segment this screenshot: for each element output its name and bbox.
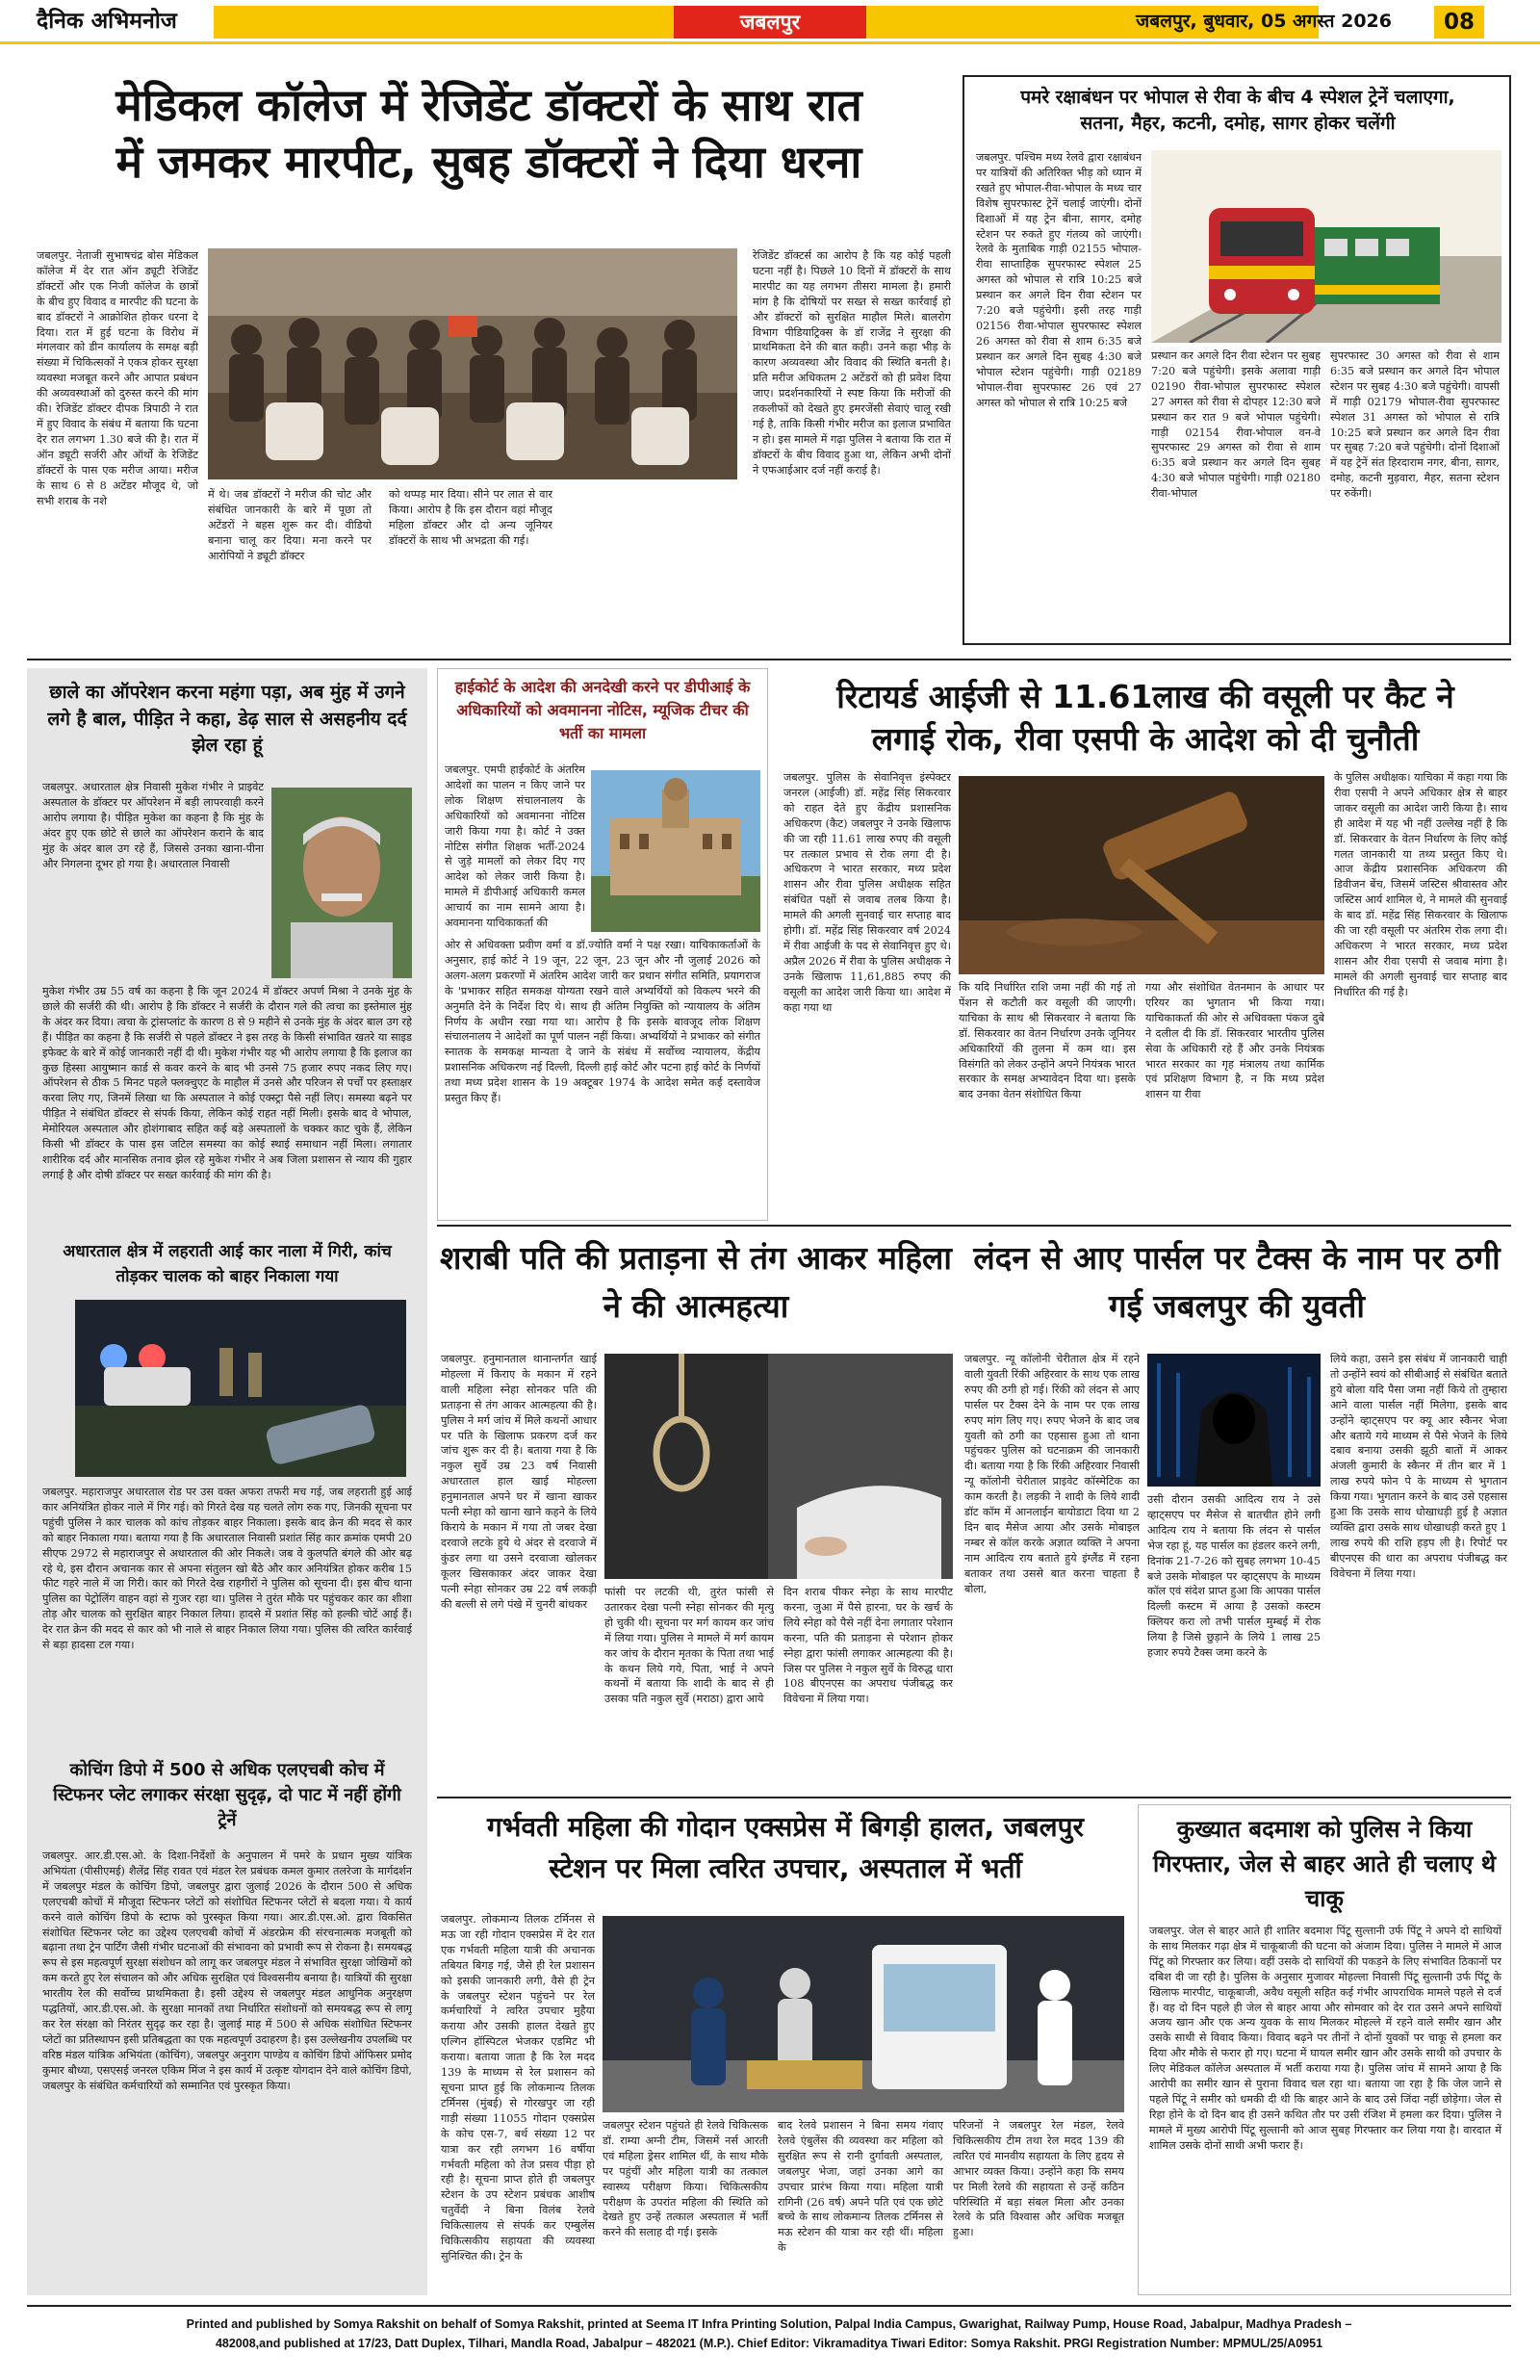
suicide-text2: फांसी पर लटकी थी, तुरंत फांसी से उतारकर देखा पत्नी स्नेहा सोनकर की मृत्यु हो चुकी थी। सूचना पर मर्ग कायम कर जांच में लिया गया। पुलिस ने मामले में मर्ग कायम कर जांच के दौरान मृतका के पिता तथा भाई के कथन लिये गये, पिता, भाई ने अपने कथनों में बताया कि शादी के बाद से ही उसका पति नकुल सुर्वे (मराठा) द्वारा आये [604, 1586, 774, 1706]
suicide-photo-noose [604, 1354, 953, 1579]
trains-col1: जबलपुर. पश्चिम मध्य रेलवे द्वारा रक्षाबंधन पर यात्रियों की अतिरिक्त भीड़ को ध्यान में रखते हुए भोपाल-रीवा-भोपाल के मध्य चार विशेष सुपरफास्ट ट्रेनें चलाई जाएंगी। दोनों दिशाओं में यह ट्रेन बीना, सागर, दमोह स्टेशन पर रुकते हुए गंतव्य को जाएंगी। रेलवे के मुताबिक गाड़ी 02155 भोपाल-रीवा साप्ताहिक सुपरफास्ट स्पेशल 25 अगस्त को भोपाल से रात्रि 10:25 बजे प्रस्थान कर अगले दिन रीवा स्टेशन पर 7:20 बजे पहुंचेगी। इसी तरह गाड़ी 02156 रीवा-भोपाल सुपरफास्ट स्पेशल 26 अगस्त को रीवा से शाम 6:35 बजे प्रस्थान कर अगले दिन सुबह 4:30 बजे भोपाल स्टेशन पहुंचेगी। गाड़ी 02189 भोपाल-रीवा सुपरफास्ट 26 एवं 27 अगस्त को भोपाल से रात्रि 10:25 बजे [976, 151, 1142, 409]
london-text2: उसी दौरान उसकी आदित्य राय ने उसे व्हाट्सएप पर मैसेज से बातचीत होने लगी आदित्य राय ने बताया कि लंदन से पार्सल भेज रहा हूं, यह पार्सल का हंडलर करने लगी, दिनांक 21-7-26 को सुबह लगभग 10-45 बजे उसके मोबाइल पर व्हाट्सएप के माध्यम कॉल एवं संदेश प्राप्त हुआ कि आपका पार्सल दिल्ली कस्टम में आया है उसको कस्टम क्लियर करा लो तभी पार्सल मुम्बई में रोक लिया है जिसे छुड़ाने के लिये 1 लाख 25 हजार रुपये टैक्स जमा करने के [1147, 1493, 1321, 1660]
imprint-line2: 482008,and published at 17/23, Datt Duplex, Tilhari, Mandla Road, Jabalpur – 482021 (M.P.). Chief Editor: Vikramaditya Tiwari Editor: Somya Rakshit. PRGI Registration Number: MPMUL/25/A0951 [215, 2337, 1323, 2350]
godan-headline-line1: गर्भवती महिला की गोदान एक्सप्रेस में बिगड़ी हालत, जबलपुर [487, 1811, 1084, 1843]
ig-col1: जबलपुर. पुलिस के सेवानिवृत्त इंस्पेक्टर जनरल (आईजी) डॉ. महेंद्र सिंह सिकरवार को राहत देते हुए केंद्रीय प्रशासनिक अधिकरण (कैट) जबलपुर ने उनके खिलाफ की जा रही 11.61 लाख रुपए की वसूली पर तत्काल प्रभाव से रोक लगा दी है। अधिकरण ने भारत सरकार, मध्य प्रदेश शासन और रीवा पुलिस अधीक्षक सहित संबंधित पक्षों से जवाब तलब किया है। मामले की अगली सुनवाई चार सप्ताह बाद होगी। डॉ. महेंद्र सिंह सिकरवार वर्ष 2024 में रीवा आईजी के पद से सेवानिवृत्त हुए थे। अप्रैल 2026 में रीवा के पुलिस अधीक्षक ने उनके खिलाफ 11,61,885 रुपए की वसूली का आदेश जारी किया था। आदेश में कहा गया था [783, 771, 951, 1014]
lead-headline [27, 77, 951, 191]
hc-photo-highcourt [591, 770, 760, 932]
ig-headline-line1: रिटायर्ड आईजी से 11.61लाख की वसूली पर कैट ने [836, 678, 1454, 715]
imprint-line1: Printed and published by Somya Rakshit on behalf of Somya Rakshit, printed at Seema IT Infra Printing Solution, Palpal India Campus, Gwarighat, Railway Pump, House Road, Jabalpur, Madhya Pradesh – [186, 2317, 1352, 2331]
masthead [0, 0, 1540, 44]
drain-headline: अधारताल क्षेत्र में लहराती आई कार नाला में गिरी, कांच तोड़कर चालक को बाहर निकाला गया [63, 1242, 392, 1286]
trains-headline-line2: सतना, मैहर, कटनी, दमोह, सागर होकर चलेंगी [1080, 112, 1396, 134]
ig-col2: कि यदि निर्धारित राशि जमा नहीं की गई तो पेंशन से कटौती कर वसूली की जाएगी। याचिका के साथ श्री सिकरवार ने बताया कि डॉ. सिकरवार का वेतन निर्धारण उनके जूनियर अधिकारियों की तुलना में कम था। इस विसंगति को लेकर उन्होंने अपने नियंत्रक भारत सरकार के समक्ष अभ्यावेदन दिया था। इसके बाद उनका वेतन संशोधित किया [959, 981, 1136, 1101]
godan-photo-ambulance [603, 1916, 1124, 2112]
ig-photo-gavel [959, 776, 1324, 974]
divider [437, 1225, 1511, 1227]
goon-headline: कुख्यात बदमाश को पुलिस ने किया गिरफ्तार, जेल से बाहर आते ही चलाए थे चाकू [1152, 1816, 1497, 1912]
lead-headline-line2: में जमकर मारपीट, सुबह डॉक्टरों ने दिया धरना [116, 135, 862, 188]
ig-col4: के पुलिस अधीक्षक। याचिका में कहा गया कि रीवा एसपी ने अपने अधिकार क्षेत्र से बाहर जाकर वसूली का आदेश जारी किया है। साथ ही आदेश में यह भी नहीं उल्लेख नहीं है कि डॉ. सिकरवार के वेतन निर्धारण के लिए कोई गलत जानकारी या तथ्य प्रस्तुत किए थे। आज केंद्रीय प्रशासनिक अधिकरण की डिवीजन बेंच, जिसमें जस्टिस श्रीवास्तव और जस्टिस आर्य शामिल थे, ने मामले की सुनवाई के बाद डॉ. महेंद्र सिंह सिकरवार के खिलाफ की जा रही वसूली पर अंतरिम रोक लगा दी। अधिकरण ने भारत सरकार, मध्य प्रदेश शासन और रीवा एसपी से जवाब मांगा है। मामले की अगली सुनवाई चार सप्ताह बाद निर्धारित की गई है। [1334, 771, 1507, 998]
imprint-footer [27, 2315, 1511, 2353]
divider [27, 2305, 1511, 2307]
trains-col2: प्रस्थान कर अगले दिन रीवा स्टेशन पर सुबह 7:20 बजे पहुंचेगी। इसके अलावा गाड़ी 02190 रीवा-भोपाल सुपरफास्ट स्पेशल 27 अगस्त को रीवा से दोपहर 12:30 बजे प्रस्थान कर रात 9 बजे भोपाल पहुंचेगी। गाड़ी 02154 रीवा-भोपाल वन-वे सुपरफास्ट 29 अगस्त को रीवा से शाम 6:35 बजे प्रस्थान कर अगले दिन सुबह 4:30 बजे भोपाल पहुंचेगी। गाड़ी 02180 रीवा-भोपाल [1151, 349, 1321, 501]
suicide-text3: दिन शराब पीकर स्नेहा के साथ मारपीट करना, जुआ में पैसे हारना, घर के खर्च के लिये स्नेहा को पैसे नहीं देना लगातार परेशान करना, पति की प्रताड़ना से परेशान होकर स्नेहा द्वारा फांसी लगाकर आत्महत्या की है। जिस पर पुलिस ने नकुल सुर्वे के विरुद्ध धारा 108 बीएनएस का अपराध पंजीबद्ध कर विवेचना में लिया गया। [783, 1586, 953, 1706]
godan-text3: बाद रेलवे प्रशासन ने बिना समय गंवाए रेलवे एंबुलेंस की व्यवस्था कर महिला को सुरक्षित रूप से रानी दुर्गावती अस्पताल, जबलपुर भेजा, जहां उनका आगे का उपचार प्रारंभ किया गया। महिला यात्री रागिनी (26 वर्ष) अपने पति एवं एक छोटे बच्चे के साथ लोकमान्य तिलक टर्मिनस से मऊ स्टेशन की यात्रा कर रही थीं। महिला के [778, 2119, 943, 2255]
section-label: जबलपुर [674, 6, 866, 39]
godan-text4: परिजनों ने जबलपुर रेल मंडल, रेलवे चिकित्सकीय टीम तथा रेल मदद 139 की त्वरित एवं मानवीय सहायता के लिए हृदय से आभार व्यक्त किया। उन्होंने कहा कि समय पर मिली रेलवे की सहायता से उन्हें कठिन परिस्थिति में बड़ा संबल मिला और उनका रेलवे के प्रति विश्वास और अधिक मजबूत हुआ। [953, 2119, 1124, 2239]
hc-text1: जबलपुर. एमपी हाईकोर्ट के अंतरिम आदेशों का पालन न किए जाने पर लोक शिक्षण संचालनालय के अधिकारियों को अवमानना नोटिस जारी किया गया है। कोर्ट ने उक्त नोटिस संगीत शिक्षक भर्ती-2024 से जुड़े मामलों को लेकर दिए गए आदेश को लेकर जारी किया है। मामले में डीपीआई अधिकारी कमल आचार्य का नाम सामने आया है। अवमानना याचिकाकर्ता की [445, 763, 585, 930]
lead-col2: में थे। जब डॉक्टरों ने मरीज की चोट और संबंधित जानकारी के बारे में पूछा तो अटेंडरों ने बहस शुरू कर दी। वीडियो बनाना चालू कर दिया। मना करने पर आरोपियों ने ड्यूटी डॉक्टर [208, 488, 372, 562]
hc-text2: ओर से अधिवक्ता प्रवीण वर्मा व डॉ.ज्योति वर्मा ने पक्ष रखा। याचिकाकर्ताओं के अनुसार, हाई कोर्ट ने 19 जून, 22 जून, 23 जून और नौ जुलाई 2026 को अलग-अलग प्रकरणों में अंतरिम आदेश जारी कर प्रधान संगीत समिति, प्रयागराज के 'प्रभाकर सहित समकक्ष योग्यता रखने वाले अभ्यर्थियों को विकल्प भरने की अनुमति देने के निर्देश दिए थे। साथ ही अंतिम नियुक्ति को न्यायालय के अंतिम निर्णय के अधीन रखा गया था। आरोप है कि इसके बावजूद लोक शिक्षण संचालनालय ने आदेशों का पूर्ण पालन नहीं किया। अभ्यर्थियों ने प्रभाकर को संगीत स्नातक के समकक्ष मान्यता दे जाने के संबंध में सर्वोच्च न्यायालय, केंद्रीय प्रशासनिक अधिकरण नई दिल्ली, दिल्ली हाई कोर्ट और पटना हाई कोर्ट के निर्णयों तथा मध्य प्रदेश शासन के 19 अक्टूबर 1974 के आदेश समेत कई दस्तावेज प्रस्तुत किए हैं। [445, 939, 760, 1105]
lead-col4: रेजिडेंट डॉक्टर्स का आरोप है कि यह कोई पहली घटना नहीं है। पिछले 10 दिनों में डॉक्टरों के साथ मारपीट का यह लगभग तीसरा मामला है। हमारी मांग है कि दोषियों पर सख्त से सख्त कार्रवाई हो और डॉक्टरों को सुरक्षित माहौल मिले। बालरोग विभाग पीडियाट्रिक्स के डॉ राजेंद्र ने सुरक्षा की प्राथमिकता देने की बात कही। उनने कहा भीड़ के कारण अव्यवस्था और विवाद की स्थिति बनती है। प्रति मरीज अधिकतम 2 अटेंडरों को ही प्रवेश दिया जाए। प्रदर्शनकारियों ने स्पष्ट किया कि मरीजों की तकलीफों को देखते हुए इमरजेंसी सेवाएं चालू रखी गई है, ताकि किसी गंभीर मरीज का इलाज प्रभावित न हो। इस मामले में गढ़ा पुलिस ने बताया कि रात में डॉक्टरों के बीच विवाद हुआ था, लेकिन अभी दोनों ने एफआईआर दर्ज नहीं कराई है। [753, 249, 951, 477]
page-number: 08 [1434, 6, 1484, 39]
godan-headline [439, 1806, 1132, 1890]
trains-photo-train [1151, 150, 1502, 343]
depot-headline: कोचिंग डिपो में 500 से अधिक एलएचबी कोच में स्टिफनर प्लेट लगाकर संरक्षा सुदृढ़, दो पाट में नहीं होंगी ट्रेनें [53, 1760, 401, 1831]
godan-headline-line2: स्टेशन पर मिला त्वरित उपचार, अस्पताल में भर्ती [549, 1852, 1022, 1885]
london-text1: जबलपुर. न्यू कॉलोनी चेरीताल क्षेत्र में रहने वाली युवती रिंकी अहिरवार के साथ एक लाख रुपए की ठगी हो गई। रिंकी को लंदन से आए पार्सल पर टैक्स देने के नाम पर एक लाख रुपए मांग लिए गए। रुपए भेजने के बाद जब युवती को ठगी का एहसास हुआ तो थाना पहुंचकर पुलिस को घटनाक्रम की जानकारी दी। बताया गया है कि रिंकी अहिरवार निवासी न्यू कॉलोनी चेरीताल प्राइवेट कॉस्मेटिक का काम करती है। लड़की ने शादी के लिये शादी डॉट कॉम में आनलाईन बायोडाटा दिया था 2 दिन बाद मैसेज आया और उसके मोबाइल नम्बर से कॉल करके अज्ञात व्यक्ति ने अपना नाम आदित्य राय बताते हुये इंग्लैंड में रहना बताकर तथा उससे बात करना चाहता है बोला, [964, 1353, 1140, 1595]
godan-text2: जबलपुर स्टेशन पहुंचते ही रेलवे चिकित्सक डॉ. राम्या अग्नी टीम, जिसमें नर्स आरती एवं महिला ड्रेसर शामिल थीं, के साथ मौके पर पहुंचीं और महिला यात्री का तत्काल स्वास्थ्य परीक्षण किया। चिकित्सकीय परीक्षण के उपरांत महिला की स्थिति को देखते हुए उन्हें तत्काल अस्पताल में भर्ती करने की सलाह दी गई। इसके [603, 2119, 768, 2239]
godan-text1: जबलपुर. लोकमान्य तिलक टर्मिनस से मऊ जा रही गोदान एक्सप्रेस में देर रात एक गर्भवती महिला यात्री की अचानक तबियत बिगड़ गई, जैसे ही रेल प्रशासन को इसकी जानकारी लगी, वैसे ही ट्रेन के जबलपुर स्टेशन पहुंचने पर रेल कर्मचारियों ने त्वरित उपचार मुहैया कराया और उसकी हालत देखते हुए एल्गिन हॉस्पिटल भेजकर एडमिट भी कराया। बताया जाता है कि रेल मदद 139 के माध्यम से रेल प्रशासन को सूचना प्राप्त हुई कि लोकमान्य तिलक टर्मिनस (मुंबई) से गोरखपुर जा रही गाड़ी संख्या 11055 गोदान एक्सप्रेस के कोच एस-7, बर्थ संख्या 12 पर यात्रा कर रही लगभग 16 वर्षीया गर्भवती महिला को तेज प्रसव पीड़ा हो रही है। सूचना प्राप्त होते ही जबलपुर स्टेशन के उप स्टेशन प्रबंधक आशीष चतुर्वेदी ने बिना विलंब रेलवे चिकित्सालय से संपर्क कर एम्बुलेंस चिकित्सकीय सहायता की व्यवस्था सुनिश्चित की। ट्रेन के [441, 1913, 595, 2263]
ulcer-text2: मुकेश गंभीर उम्र 55 वर्ष का कहना है कि जून 2024 में डॉक्टर अपर्ण मिश्रा ने उनके मुंह के छाले की सर्जरी की थी। आरोप है कि डॉक्टर ने सर्जरी के दौरान गले की त्वचा का इस्तेमाल मुंह के अंदर कर दिया। त्वचा के ट्रांसप्लांट के कारण 8 से 9 महीने से उनके मुंह के अंदर बाल उग रहे हैं। पीड़ित का कहना है कि सर्जरी से पहले डॉक्टर ने इस तरह के किसी संभावित खतरे या साइड इफेक्ट के बारे में कोई जानकारी नहीं दी थी। मुकेश गंभीर यह भी आरोप लगाया है कि इलाज का कुछ हिस्सा आयुष्मान कार्ड से कवर करने के बाद भी उनसे 75 हजार रुपए नकद लिए गए। ऑपरेशन से ठीक 5 मिनट पहले फ्लक्चुएट के माहौल में उनसे और परिजन से पर्चों पर हस्ताक्षर करवा लिए गए, जिनमें लिखा था कि अस्पताल ने कोई एक्स्ट्रा पैसे नहीं लिए। समस्या बढ़ने पर पीड़ित ने संबंधित डॉक्टर से संपर्क किया, लेकिन कोई राहत नहीं मिली। इसके बाद वे भोपाल, मेमोरियल अस्पताल और होशंगाबाद सहित कई बड़े अस्पतालों के चक्कर काट चुके हैं, लेकिन किसी भी डॉक्टर के पास इस जटिल समस्या का कोई स्थाई समाधान नहीं मिला। लगातार शारीरिक दर्द और मानसिक तनाव झेल रहे मुकेश गंभीर ने अब जिला प्रशासन से न्याय की गुहार लगाई है और दोषी डॉक्टर पर सख्त कार्रवाई की मांग की है। [42, 985, 412, 1181]
london-photo-hacker [1147, 1354, 1321, 1487]
suicide-text1: जबलपुर. हनुमानताल थानान्तर्गत खाई मोहल्ला में किराए के मकान में रहने वाली महिला स्नेहा सोनकर पति की प्रताड़ना से तंग आकर आत्महत्या की है। पुलिस ने मर्ग जांच में मिले कथनों आधार पर पति के खिलाफ प्रकरण दर्ज कर जांच शुरू कर दी है। बताया गया है कि नकुल सुर्वे उम्र 23 वर्ष निवासी अधारताल हाल खाई मोहल्ला हनुमानताल अपने घर में खाना खाकर पत्नी स्नेहा को खाना खाने कहने के लिये किराये के मकान में गया तो जबर देखा दरवाजे लटके हुये थे अंदर से दरवाजे में कुंडर लगा था उसने दरवाजा खोलकर कूलर खिसकाकर अंदर जाकर देखा पत्नी स्नेहा सोनकर उम्र 22 वर्ष लकड़ी की बल्ली से लगे पंखे में चुनरी बांधकर [441, 1353, 597, 1611]
masthead-logo: दैनिक अभिमनोज [37, 8, 177, 34]
dateline: जबलपुर, बुधवार, 05 अगस्त 2026 [1136, 11, 1392, 32]
ig-headline-line2: लगाई रोक, रीवा एसपी के आदेश को दी चुनौती [871, 719, 1420, 758]
ig-col3: गया और संशोधित वेतनमान के आधार पर एरियर का भुगतान भी किया गया। याचिकाकर्ता की ओर से अधिवक्ता पंकज दुबे ने दलील दी कि डॉ. सिकरवार भारतीय पुलिस सेवा के अधिकारी रहे हैं और उनके नियंत्रक भारत सरकार का गृह मंत्रालय तथा कार्मिक एवं प्रशिक्षण विभाग है, न कि मध्य प्रदेश शासन या रीवा [1145, 981, 1324, 1101]
lead-photo-doctors-protest [208, 248, 737, 479]
lead-col1: जबलपुर. नेताजी सुभाषचंद्र बोस मेडिकल कॉलेज में देर रात ऑन ड्यूटी रेजिडेंट डॉक्टरों और एक निजी कॉलेज के छात्रों के बीच हुए विवाद व मारपीट की घटना के बाद डॉक्टरों ने आक्रोशित होकर धरना दे दिया। रात में हुई घटना के विरोध में मंगलवार को डीन कार्यालय के समक्ष बड़ी संख्या में चिकित्सकों ने एकत्र होकर सुरक्षा व्यवस्था मजबूत करने और आपात प्रबंधन की अव्यवस्थाओं को दुरुस्त करने की मांग की। रेजिडेंट डॉक्टर दीपक त्रिपाठी ने रात में हुए विवाद के संबंध में बताया कि घटना देर रात लगभग 1.30 बजे की है। रात में ऑन ड्यूटी सर्जरी और ऑर्थो के रेजिडेंट डॉक्टरों के पास एक मरीज आया। मरीज के साथ 6 से 8 अटेंडर मौजूद थे, जो सभी शराब के नशे [37, 249, 198, 507]
goon-text: जबलपुर. जेल से बाहर आते ही शातिर बदमाश पिंटू सुल्तानी उर्फ पिंटू ने अपने दो साथियों के साथ मिलकर गढ़ा क्षेत्र में चाकूबाजी की घटना को अंजाम दिया। पुलिस ने मामले में आज पिंटू को गिरफ्तार कर लिया। वहीं उसके दो साथियों की पकड़ने के लिए संभावित ठिकानों पर दबिश दी जा रही है। पुलिस के अनुसार मुजावर मोहल्ला निवासी पिंटू सुल्तानी उर्फ पिंटू के खिलाफ मारपीट, चाकूबाजी, अवैध वसूली सहित कई गंभीर आपराधिक मामले पहले से दर्ज हैं। वह दो दिन पहले ही जेल से बाहर आया और सोमवार को देर रात उसने अपने साथियों अजय खान और एक अन्य युवक के साथ मिलकर मोहल्ले में रहने वाले समीर खान और उसके साथी से विवाद किया। विवाद बढ़ने पर तीनों ने दोनों युवकों पर चाकू से हमला कर दिया और मौके से फरार हो गए। घटना में घायल समीर खान और उसके साथी को उपचार के लिए मेडिकल कॉलेज अस्पताल में भर्ती कराया गया है। पुलिस जांच में सामने आया है कि आरोपी का समीर खान से पुराना विवाद चल रहा था। बताया जा रहा है कि जेल जाने से पहले पिंटू ने समीर को धमकी दी थी कि बाहर आने के बाद उसे जिंदा नहीं छोड़ेगा। जेल से रिहा होने के दो दिन बाद ही उसने कथित तौर पर उसी रंजिश में हमला कर दिया। पुलिस ने मामले में मुख्य आरोपी पिंटू सुल्तानी को आज सुबह गिरफ्तार कर लिया गया है। वारदात में शामिल उसके दोनों साथी अभी फरार हैं। [1149, 1925, 1502, 2152]
trains-col3: सुपरफास्ट 30 अगस्त को रीवा से शाम 6:35 बजे प्रस्थान कर अगले दिन भोपाल स्टेशन पर सुबह 4:30 बजे पहुंचेगी। वापसी में गाड़ी 02179 भोपाल-रीवा सुपरफास्ट स्पेशल 31 अगस्त को भोपाल से रात्रि 10:25 बजे प्रस्थान कर अगले दिन रीवा पर सुबह 7:20 बजे पहुंचेगी। दोनों दिशाओं में यह ट्रेनें संत हिरदाराम नगर, बीना, सागर, दमोह, कटनी मुड़वारा, मैहर, सतना स्टेशन पर रुकेंगी। [1330, 349, 1500, 501]
lead-col3: को थप्पड़ मार दिया। सीने पर लात से वार किया। आरोप है कि इस दौरान वहां मौजूद महिला डॉक्टर और दो अन्य जूनियर डॉक्टरों के साथ भी अभद्रता की गई। [389, 488, 552, 547]
trains-headline [970, 85, 1505, 136]
ig-headline [780, 676, 1511, 760]
suicide-headline: शराबी पति की प्रताड़ना से तंग आकर महिला ने की आत्महत्या [440, 1239, 952, 1325]
divider [27, 659, 1511, 660]
ulcer-photo-man [271, 788, 412, 978]
hc-headline: हाईकोर्ट के आदेश की अनदेखी करने पर डीपीआई के अधिकारियों को अवमानना नोटिस, म्यूजिक टीचर की भर्ती का मामला [454, 678, 751, 742]
london-text3: लिये कहा, उसने इस संबंध में जानकारी चाही तो उन्होंने स्वयं को सीबीआई से संबंधित बताते हुये बोला यदि पैसा जमा नहीं किये तो तुम्हारा आने वाला पार्सल नहीं मिलेगा, इसके बाद उन्होंने व्हाट्सएप पर क्यू आर स्कैनर भेजा और बताये गये माध्यम से पैसे भेजने के लिये दबाव बनाया उसकी झूठी बातों में आकर अंजली कुमारी के स्कैनर में तीन बार में 1 लाख रुपये फोन पे के माध्यम से भुगतान किया गया। भुगतान करने के बाद उसे एहसास हुआ कि उसके साथ धोखाधड़ी हुई है अज्ञात व्यक्ति द्वारा उसके साथ धोखाधड़ी करते हुए 1 लाख रुपये की राशि हड़प ली है। रिपोर्ट पर बीएनएस की धारा का अपराध पंजीबद्ध कर विवेचना में लिया गया। [1330, 1353, 1507, 1580]
divider [437, 1797, 1511, 1798]
ulcer-text1: जबलपुर. अधारताल क्षेत्र निवासी मुकेश गंभीर ने प्राइवेट अस्पताल के डॉक्टर पर ऑपरेशन में बड़ी लापरवाही करने आरोप लगाया है। पीड़ित मुकेश का कहना है कि मुंह के अंदर हुए एक छोटे से छाले का ऑपरेशन कराने के बाद मुंह के अंदर बाल उग रहे हैं, जिससे उनका खाना-पीना और निगलना दूभर हो गया है। अधारताल निवासी [42, 781, 264, 870]
depot-text: जबलपुर. आर.डी.एस.ओ. के दिशा-निर्देशों के अनुपालन में पमरे के प्रधान मुख्य यांत्रिक अभियंता (पीसीएमई) शैलेंद्र सिंह रावत एवं मंडल रेल प्रबंधक कमल कुमार तलरेजा के मार्गदर्शन में जबलपुर मंडल के कोचिंग डिपो, जबलपुर द्वारा जुलाई 2026 के दौरान 500 से अधिक एलएचबी कोचों में मौजूदा स्टिफनर प्लेटों को संशोधित स्टिफनर प्लेटों से बदला गया। ये कार्य करने वाले कोचिंग डिपो के स्टाफ को पुरस्कृत किया गया। आर.डी.एस.ओ. द्वारा विकसित संशोधित स्टिफनर प्लेट का उद्देश्य एलएचबी कोचों में अंडरफ्रेम की संरचनात्मक मजबूती को बढ़ाना तथा ट्रेन पार्टिंग जैसी गंभीर घटनाओं की संभावना को प्रभावी रूप से रोकना है। समयबद्ध रूप से इस महत्वपूर्ण सुरक्षा संशोधन को लागू कर जबलपुर मंडल ने संभावित सुरक्षा जोखिमों को कम करते हुए रेल संचालन को और अधिक सुरक्षित एवं विश्वसनीय बनाया है। यात्रियों की सुरक्षा भारतीय रेल की सर्वोच्च प्राथमिकता है। इसी उद्देश्य से जबलपुर मंडल आधुनिक अनुरक्षण पद्धतियों, आर.डी.एस.ओ. के सुरक्षा मानकों तथा निर्धारित संशोधनों को समयबद्ध रूप से लागू कर रेल संरक्षा को निरंतर सुदृढ़ कर रहा है। जुलाई माह में 500 से अधिक संशोधित स्टिफनर प्लेटों का प्रतिस्थापन इसी प्रतिबद्धता का एक महत्वपूर्ण उदाहरण है। इस उल्लेखनीय उपलब्धि पर वरिष्ठ मंडल यांत्रिक अभियंता (कोचिंग), जबलपुर अनुराग पाण्डेय व कोचिंग डिपो ऑफिसर प्रमोद कुमार बौध्या, एसएसई जनरल एकिम मिंज ने इस कार्य में उत्कृष्ट योगदान देने वाले कोचिंग डिपो, जबलपुर के संबंधित कर्मचारियों को सम्मानित एवं पुरस्कृत किया। [42, 1850, 412, 2092]
drain-text: जबलपुर. महाराजपुर अधारताल रोड पर उस वक्त अफरा तफरी मच गई, जब लहराती हुई आई कार अनियंत्रित होकर नाले में गिर गई। को गिरते देख यह चलते लोग रुक गए, जिनकी सूचना पर पहुंची पुलिस ने कार चालक को कांच तोड़कर बाहर निकाला। इसके बाद क्रेन की मदद से कार को बाहर निकाला गया। बताया गया है कि अधारताल निवासी प्रशांत सिंह कार क्रमांक एमपी 20 सीएफ 2972 से महाराजपुर से अधारताल की ओर निकले। जब वे कुलपति बंगले की ओर बढ़ रहे थे, इस दौरान अचानक कार से अपना संतुलन खो बैठे और कार अनियंत्रित होकर करीब 15 फीट गहरे नाले में जा गिरी। कार को गिरते देख राहगीरों ने पुलिस को सूचना दी। इस बीच थाना पुलिस का पेट्रोलिंग वाहन वहां से गुजर रहा था। पुलिस ने तुरंत मौके पर पहुंचकर कार का शीशा तोड़ और चालक को सुरक्षित बाहर निकाल लिया। हादसे में प्रशांत सिंह को हल्की चोटें आई हैं। देर रात क्रेन की मदद से कार को भी नाले से बाहर निकाल लिया गया। पुलिस की त्वरित कार्रवाई से बड़ा हादसा टल गया। [42, 1486, 412, 1652]
london-headline: लंदन से आए पार्सल पर टैक्स के नाम पर ठगी गई जबलपुर की युवती [973, 1239, 1501, 1325]
lead-headline-line1: मेडिकल कॉलेज में रेजिडेंट डॉक्टरों के साथ रात [116, 79, 862, 131]
ulcer-headline: छाले का ऑपरेशन करना महंगा पड़ा, अब मुंह में उगने लगे है बाल, पीड़ित ने कहा, डेढ़ साल से असहनीय दर्द झेल रहा हूं [47, 682, 407, 757]
trains-headline-line1: पमरे रक्षाबंधन पर भोपाल से रीवा के बीच 4 स्पेशल ट्रेनें चलाएगा, [1020, 87, 1455, 108]
drain-photo-car [75, 1300, 406, 1477]
